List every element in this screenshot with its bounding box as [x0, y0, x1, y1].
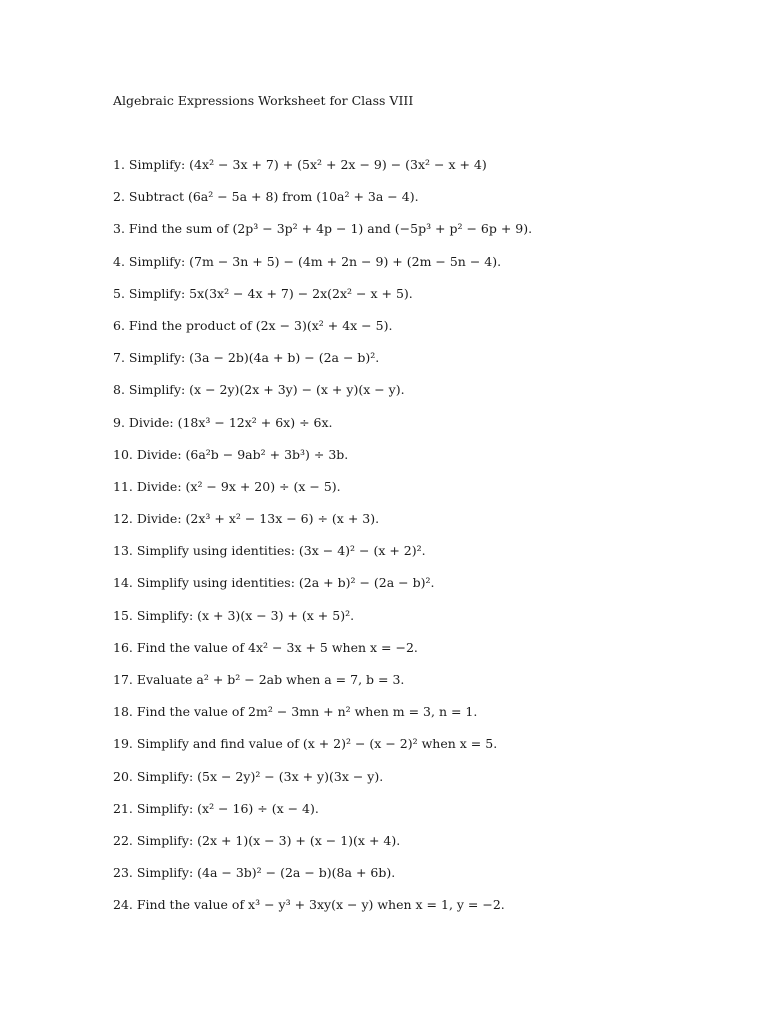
question-list	[113, 156, 532, 929]
question-item: 20. Simplify: (5x − 2y)² − (3x + y)(3x − y).	[113, 768, 384, 784]
question-item: 7. Simplify: (3a − 2b)(4a + b) − (2a − b)².	[113, 350, 380, 366]
question-item: 5. Simplify: 5x(3x² − 4x + 7) − 2x(2x² − x + 5).	[113, 285, 413, 301]
question-item: 9. Divide: (18x³ − 12x² + 6x) ÷ 6x.	[113, 414, 333, 430]
question-item: 17. Evaluate a² + b² − 2ab when a = 7, b = 3.	[113, 672, 405, 687]
question-item: 4. Simplify: (7m − 3n + 5) − (4m + 2n − 9) + (2m − 5n − 4).	[113, 253, 502, 269]
question-item: 13. Simplify using identities: (3x − 4)² − (x + 2)².	[113, 543, 426, 559]
question-item: 8. Simplify: (x − 2y)(2x + 3y) − (x + y)(x − y).	[113, 382, 405, 398]
question-item: 10. Divide: (6a²b − 9ab² + 3b³) ÷ 3b.	[113, 446, 349, 462]
question-item: 14. Simplify using identities: (2a + b)² − (2a − b)².	[113, 575, 435, 591]
question-item: 15. Simplify: (x + 3)(x − 3) + (x + 5)².	[113, 607, 355, 623]
question-item: 19. Simplify and find value of (x + 2)² − (x − 2)² when x = 5.	[113, 736, 498, 752]
question-item: 1. Simplify: (4x² − 3x + 7) + (5x² + 2x − 9) − (3x² − x + 4)	[113, 157, 487, 172]
question-item: 6. Find the product of (2x − 3)(x² + 4x − 5).	[113, 317, 393, 333]
question-item: 2. Subtract (6a² − 5a + 8) from (10a² + 3a − 4).	[113, 189, 419, 205]
question-item: 18. Find the value of 2m² − 3mn + n² when m = 3, n = 1.	[113, 704, 478, 720]
question-item: 21. Simplify: (x² − 16) ÷ (x − 4).	[113, 800, 319, 816]
question-item: 22. Simplify: (2x + 1)(x − 3) + (x − 1)(x + 4).	[113, 832, 401, 848]
worksheet-title: Algebraic Expressions Worksheet for Class VIII	[113, 93, 414, 108]
question-item: 24. Find the value of x³ − y³ + 3xy(x − y) when x = 1, y = −2.	[113, 897, 505, 913]
question-item: 12. Divide: (2x³ + x² − 13x − 6) ÷ (x + 3).	[113, 511, 380, 527]
question-item: 23. Simplify: (4a − 3b)² − (2a − b)(8a + 6b).	[113, 865, 396, 881]
question-item: 16. Find the value of 4x² − 3x + 5 when x = −2.	[113, 639, 418, 655]
question-item: 3. Find the sum of (2p³ − 3p² + 4p − 1) and (−5p³ + p² − 6p + 9).	[113, 221, 533, 237]
question-item: 11. Divide: (x² − 9x + 20) ÷ (x − 5).	[113, 478, 341, 494]
